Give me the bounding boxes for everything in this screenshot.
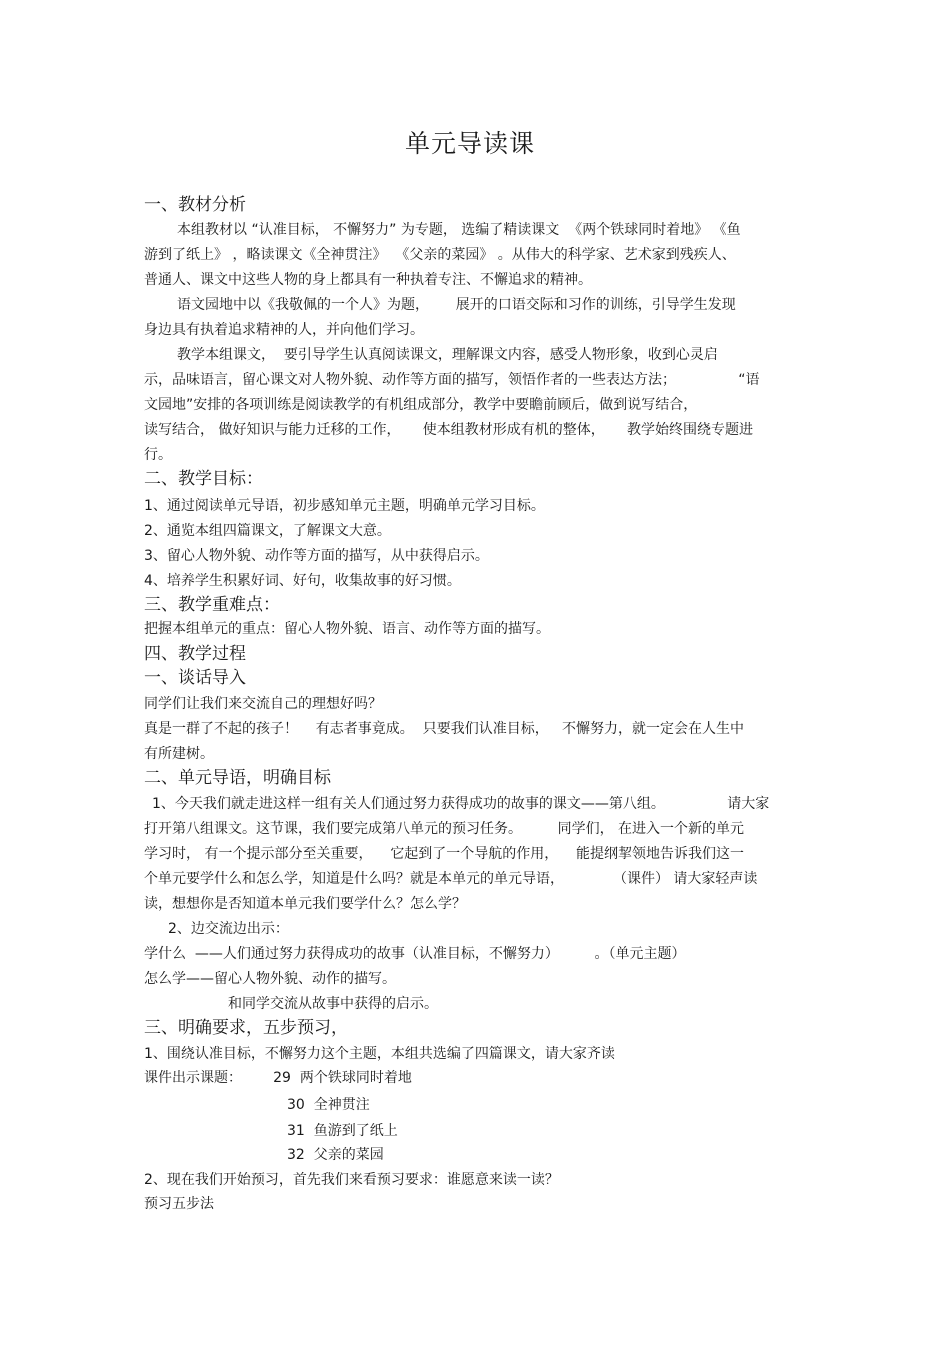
text-line: 和同学交流从故事中获得的启示。 [228,996,438,1012]
section-heading: 二、单元导语，明确目标 [144,768,331,788]
text-line: 示，品味语言，留心课文对人物外貌、动作等方面的描写，领悟作者的一些表达方法； “语 [144,372,760,388]
text-line: 有所建树。 [144,746,214,762]
text-line: 文园地”安排的各项训练是阅读教学的有机组成部分，教学中要瞻前顾后，做到说写结合， [144,397,698,413]
text-line: 3、留心人物外貌、动作等方面的描写，从中获得启示。 [144,548,489,564]
section-heading: 二、教学目标： [144,469,263,489]
text-line: 读写结合， 做好知识与能力迁移的工作， 使本组教材形成有机的整体， 教学始终围绕专题进 [144,422,753,438]
text-line: 教学本组课文， 要引导学生认真阅读课文，理解课文内容，感受人物形象，收到心灵启 [177,347,718,363]
text-line: 32 父亲的菜园 [287,1147,384,1163]
section-heading: 四、教学过程 [144,644,246,664]
text-line: 30 全神贯注 [287,1097,370,1113]
text-line: 1、通过阅读单元导语，初步感知单元主题，明确单元学习目标。 [144,498,545,514]
text-line: 身边具有执着追求精神的人，并向他们学习。 [144,322,424,338]
text-line: 打开第八组课文。这节课，我们要完成第八单元的预习任务。 同学们， 在进入一个新的单元 [144,821,745,837]
text-line: 课件出示课题： 29 两个铁球同时着地 [144,1070,412,1086]
text-line: 真是一群了不起的孩子！ 有志者事竟成。 只要我们认准目标， 不懈努力，就一定会在人生中 [144,721,745,737]
text-line: 2、现在我们开始预习，首先我们来看预习要求：谁愿意来读一读？ [144,1172,559,1188]
text-line: 个单元要学什么和怎么学，知道是什么吗？就是本单元的单元导语， （课件） 请大家轻声读 [144,871,758,887]
text-line: 行。 [144,447,172,463]
text-line: 1、围绕认准目标，不懈努力这个主题，本组共选编了四篇课文，请大家齐读 [144,1046,615,1062]
section-heading: 一、教材分析 [144,195,246,215]
text-line: 4、培养学生积累好词、好句，收集故事的好习惯。 [144,573,461,589]
text-line: 2、通览本组四篇课文，了解课文大意。 [144,523,391,539]
text-line: 本组教材以 “认准目标， 不懈努力” 为专题， 选编了精读课文 《两个铁球同时着地》 《鱼 [177,222,741,238]
page-title: 单元导读课 [404,129,535,158]
text-line: 学习时， 有一个提示部分至关重要， 它起到了一个导航的作用， 能提纲挈领地告诉我们这一 [144,846,745,862]
section-heading: 一、谈话导入 [144,668,246,688]
text-line: 2、边交流边出示： [168,921,289,937]
section-heading: 三、教学重难点： [144,595,280,615]
text-line: 学什么 ——人们通过努力获得成功的故事（认准目标，不懈努力） 。（单元主题） [144,946,686,962]
text-line: 语文园地中以《我敬佩的一个人》为题， 展开的口语交际和习作的训练，引导学生发现 [177,297,736,313]
text-line: 同学们让我们来交流自己的理想好吗？ [144,696,382,712]
text-line: 1、今天我们就走进这样一组有关人们通过努力获得成功的故事的课文——第八组。 请大家 [152,796,770,812]
text-line: 普通人、课文中这些人物的身上都具有一种执着专注、不懈追求的精神。 [144,272,592,288]
text-line: 把握本组单元的重点：留心人物外貌、语言、动作等方面的描写。 [144,621,550,637]
text-line: 怎么学——留心人物外貌、动作的描写。 [144,971,396,987]
text-line: 游到了纸上》 ，略读课文《全神贯注》 《父亲的菜园》 。从伟大的科学家、艺术家到残疾人、 [144,247,736,263]
text-line: 读，想想你是否知道本单元我们要学什么？怎么学？ [144,896,466,912]
text-line: 31 鱼游到了纸上 [287,1123,398,1139]
text-line: 预习五步法 [144,1196,214,1212]
section-heading: 三、明确要求，五步预习， [144,1018,348,1038]
